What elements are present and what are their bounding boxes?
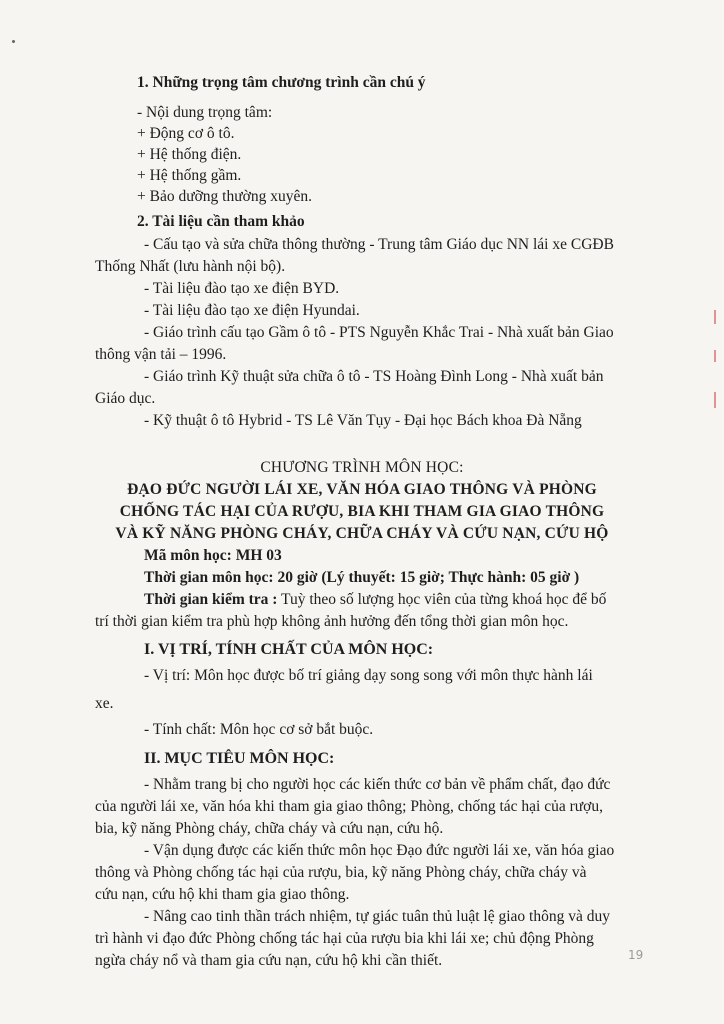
part2-line: - Nhằm trang bị cho người học các kiến thức cơ bản về phẩm chất, đạo đức bbox=[144, 776, 611, 793]
scan-edge-mark bbox=[714, 392, 716, 408]
part2-line: - Vận dụng được các kiến thức môn học Đạo đức người lái xe, văn hóa giao bbox=[144, 842, 615, 859]
s1-line: + Hệ thống điện. bbox=[137, 146, 242, 163]
part2-line: cứu nạn, cứu hộ khi tham gia giao thông. bbox=[95, 886, 350, 903]
scan-edge-mark bbox=[714, 310, 716, 324]
part1-line: xe. bbox=[95, 695, 114, 712]
exam-time-line bbox=[144, 590, 606, 610]
s2-line: - Tài liệu đào tạo xe điện BYD. bbox=[144, 280, 340, 297]
exam-time-label: Thời gian kiểm tra : bbox=[144, 591, 278, 608]
part2-line: ngừa cháy nổ và tham gia cứu nạn, cứu hộ khi cần thiết. bbox=[95, 952, 443, 969]
part-1-heading: I. VỊ TRÍ, TÍNH CHẤT CỦA MÔN HỌC: bbox=[144, 641, 434, 658]
s1-line: + Bảo dưỡng thường xuyên. bbox=[137, 188, 312, 205]
exam-time-line2: trí thời gian kiểm tra phù hợp không ảnh hưởng đến tổng thời gian môn học. bbox=[95, 613, 569, 630]
s2-line: - Giáo trình Kỹ thuật sửa chữa ô tô - TS Hoàng Đình Long - Nhà xuất bản bbox=[144, 368, 604, 385]
section-1-heading: 1. Những trọng tâm chương trình cần chú ý bbox=[137, 74, 426, 91]
s2-line: - Giáo trình cấu tạo Gầm ô tô - PTS Nguyễn Khắc Trai - Nhà xuất bản Giao bbox=[144, 324, 614, 341]
part2-line: của người lái xe, văn hóa khi tham gia giao thông; Phòng, chống tác hại của rượu, bbox=[95, 798, 603, 815]
part2-line: bia, kỹ năng Phòng cháy, chữa cháy và cứu nạn, cứu hộ. bbox=[95, 820, 444, 837]
part1-line: - Tính chất: Môn học cơ sở bắt buộc. bbox=[144, 721, 374, 738]
s1-line: - Nội dung trọng tâm: bbox=[137, 104, 273, 121]
part2-line: trì hành vi đạo đức Phòng chống tác hại của rượu bia khi lái xe; chủ động Phòng bbox=[95, 930, 594, 947]
part2-line: - Nâng cao tinh thần trách nhiệm, tự giác tuân thủ luật lệ giao thông và duy bbox=[144, 908, 610, 925]
exam-time-text: Tuỳ theo số lượng học viên của từng khoá học để bố bbox=[277, 591, 607, 608]
s2-line: - Tài liệu đào tạo xe điện Hyundai. bbox=[144, 302, 360, 319]
course-duration: Thời gian môn học: 20 giờ (Lý thuyết: 15 giờ; Thực hành: 05 giờ ) bbox=[144, 569, 580, 586]
s1-line: + Động cơ ô tô. bbox=[137, 125, 235, 142]
program-title-line: CHỐNG TÁC HẠI CỦA RƯỢU, BIA KHI THAM GIA GIAO THÔNG bbox=[119, 503, 605, 520]
scan-speck bbox=[12, 40, 15, 43]
s1-line: + Hệ thống gầm. bbox=[137, 167, 242, 184]
program-title-line: ĐẠO ĐỨC NGƯỜI LÁI XE, VĂN HÓA GIAO THÔNG VÀ PHÒNG bbox=[127, 481, 597, 498]
program-title-line: VÀ KỸ NĂNG PHÒNG CHÁY, CHỮA CHÁY VÀ CỨU NẠN, CỨU HỘ bbox=[115, 525, 609, 542]
s2-line: - Cấu tạo và sửa chữa thông thường - Trung tâm Giáo dục NN lái xe CGĐB bbox=[144, 236, 614, 253]
program-title-line: CHƯƠNG TRÌNH MÔN HỌC: bbox=[260, 459, 464, 476]
course-code: Mã môn học: MH 03 bbox=[144, 547, 282, 564]
part2-line: thông và Phòng chống tác hại của rượu, bia, kỹ năng Phòng cháy, chữa cháy và bbox=[95, 864, 587, 881]
part1-line: - Vị trí: Môn học được bố trí giảng dạy song song với môn thực hành lái bbox=[144, 667, 593, 684]
part-2-heading: II. MỤC TIÊU MÔN HỌC: bbox=[144, 750, 335, 767]
s2-line: Thống Nhất (lưu hành nội bộ). bbox=[95, 258, 286, 275]
page-number: 19 bbox=[628, 948, 644, 962]
s2-line: Giáo dục. bbox=[95, 390, 156, 407]
scan-edge-mark bbox=[714, 350, 716, 362]
s2-line: thông vận tải – 1996. bbox=[95, 346, 227, 363]
s2-line: - Kỹ thuật ô tô Hybrid - TS Lê Văn Tụy - Đại học Bách khoa Đà Nẵng bbox=[144, 412, 582, 429]
section-2-heading: 2. Tài liệu cần tham khảo bbox=[137, 213, 305, 230]
